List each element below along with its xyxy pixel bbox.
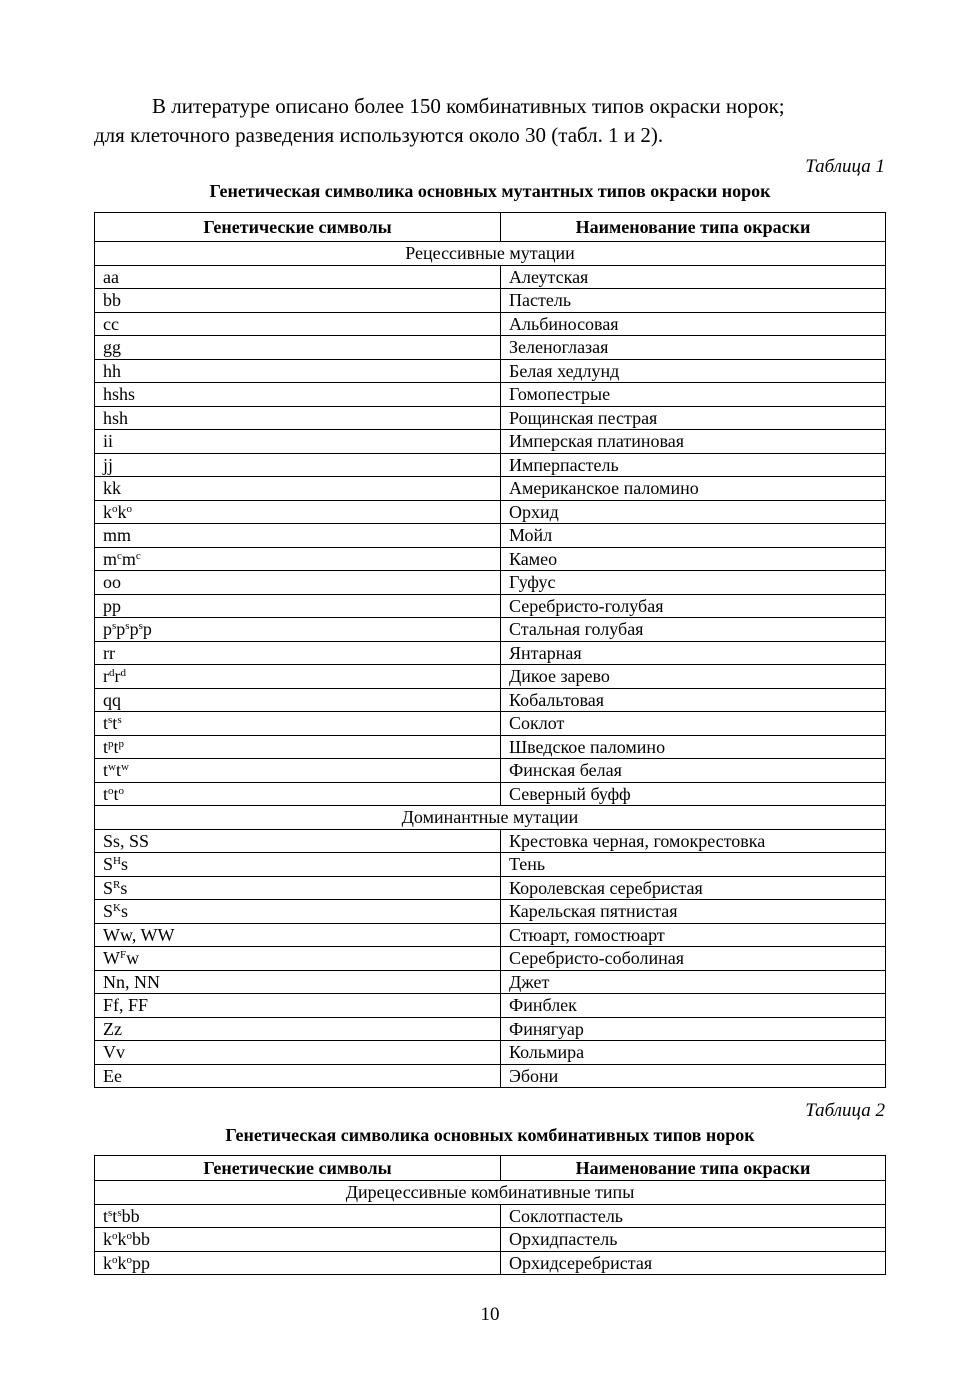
table-row: [95, 430, 886, 454]
intro-paragraph: [94, 92, 886, 150]
table-row: [95, 500, 886, 524]
color-type-name-cell: Американское паломино: [501, 477, 886, 501]
genetic-symbol-cell: Ss, SS: [95, 829, 501, 853]
color-type-name-cell: Королевская серебристая: [501, 876, 886, 900]
table-row: [95, 829, 886, 853]
table-row: [95, 1204, 886, 1228]
table-row: [95, 688, 886, 712]
genetic-symbol-cell: oo: [95, 571, 501, 595]
genetic-symbol-cell: $t^pt^p$: [95, 735, 501, 759]
section-row: [95, 242, 886, 266]
section-row: [95, 806, 886, 830]
genetic-symbol-cell: jj: [95, 453, 501, 477]
table-row: [95, 970, 886, 994]
genetic-symbol-cell: gg: [95, 336, 501, 360]
table-row: [95, 853, 886, 877]
genetic-symbol-cell: rr: [95, 641, 501, 665]
color-type-name-cell: Орхидсеребристая: [501, 1251, 886, 1275]
table1-label: Таблица 1: [805, 156, 885, 177]
genetic-symbol-cell: $k^ok^obb$: [95, 1228, 501, 1252]
table-row: [95, 665, 886, 689]
header-symbols: Генетические символы: [95, 1156, 501, 1181]
table-row: [95, 994, 886, 1018]
header-color-name: Наименование типа окраски: [501, 1156, 886, 1181]
color-type-name-cell: Имперпастель: [501, 453, 886, 477]
table-row: [95, 1251, 886, 1275]
genetic-symbol-cell: hsh: [95, 406, 501, 430]
table-row: [95, 1064, 886, 1088]
table-row: [95, 359, 886, 383]
header-symbols: Генетические символы: [95, 213, 501, 242]
color-type-name-cell: Альбиносовая: [501, 312, 886, 336]
section-title: Рецессивные мутации: [95, 242, 886, 266]
color-type-name-cell: Серебристо-соболиная: [501, 947, 886, 971]
genetic-symbol-cell: cc: [95, 312, 501, 336]
color-type-name-cell: Соклотпастель: [501, 1204, 886, 1228]
color-type-name-cell: Финягуар: [501, 1017, 886, 1041]
table2-title: Генетическая символика основных комбинативных типов норок: [225, 1125, 755, 1145]
table-row: [95, 641, 886, 665]
table-row: [95, 782, 886, 806]
table-row: [95, 594, 886, 618]
genetic-symbol-cell: kk: [95, 477, 501, 501]
table-row: [95, 383, 886, 407]
combinative-types-table: [94, 1155, 886, 1275]
color-type-name-cell: Эбони: [501, 1064, 886, 1088]
color-type-name-cell: Гуфус: [501, 571, 886, 595]
genetic-symbol-cell: $t^ot^o$: [95, 782, 501, 806]
table-row: [95, 265, 886, 289]
color-type-name-cell: Зеленоглазая: [501, 336, 886, 360]
genetic-symbol-cell: ii: [95, 430, 501, 454]
table-row: [95, 900, 886, 924]
section-row: [95, 1181, 886, 1205]
genetic-symbol-cell: $W^Fw$: [95, 947, 501, 971]
color-type-name-cell: Орхид: [501, 500, 886, 524]
genetic-symbol-cell: Nn, NN: [95, 970, 501, 994]
color-type-name-cell: Финская белая: [501, 759, 886, 783]
genetic-symbol-cell: pp: [95, 594, 501, 618]
table-row: [95, 1017, 886, 1041]
table-row: [95, 947, 886, 971]
genetic-symbol-cell: $S^Hs$: [95, 853, 501, 877]
genetic-symbol-cell: Ww, WW: [95, 923, 501, 947]
color-type-name-cell: Соклот: [501, 712, 886, 736]
genetic-symbol-cell: $r^dr^d$: [95, 665, 501, 689]
genetic-symbol-cell: qq: [95, 688, 501, 712]
intro-line-1: В литературе описано более 150 комбинативных типов окраски норок;: [152, 94, 785, 118]
table-row: [95, 1041, 886, 1065]
color-type-name-cell: Карельская пятнистая: [501, 900, 886, 924]
table2-label: Таблица 2: [805, 1100, 885, 1121]
table-row: [95, 289, 886, 313]
color-type-name-cell: Стюарт, гомостюарт: [501, 923, 886, 947]
color-type-name-cell: Джет: [501, 970, 886, 994]
table-row: [95, 923, 886, 947]
color-type-name-cell: Шведское паломино: [501, 735, 886, 759]
genetic-symbol-cell: Zz: [95, 1017, 501, 1041]
genetic-symbol-cell: $t^st^s$: [95, 712, 501, 736]
color-type-name-cell: Гомопестрые: [501, 383, 886, 407]
color-type-name-cell: Орхидпастель: [501, 1228, 886, 1252]
color-type-name-cell: Дикое зарево: [501, 665, 886, 689]
table-header-row: [95, 1156, 886, 1181]
table1-title: Генетическая символика основных мутантных типов окраски норок: [209, 181, 771, 201]
section-title: Доминантные мутации: [95, 806, 886, 830]
table-row: [95, 524, 886, 548]
section-title: Дирецессивные комбинативные типы: [95, 1181, 886, 1205]
color-type-name-cell: Белая хедлунд: [501, 359, 886, 383]
color-type-name-cell: Финблек: [501, 994, 886, 1018]
table-row: [95, 1228, 886, 1252]
genetic-symbol-cell: $p^sp^sp^sp$: [95, 618, 501, 642]
table-header-row: [95, 213, 886, 242]
genetic-symbol-cell: mm: [95, 524, 501, 548]
table-row: [95, 547, 886, 571]
genetic-symbol-cell: $k^ok^opp$: [95, 1251, 501, 1275]
color-type-name-cell: Кобальтовая: [501, 688, 886, 712]
table-row: [95, 876, 886, 900]
table-row: [95, 759, 886, 783]
table-row: [95, 712, 886, 736]
page-number: 10: [480, 1304, 500, 1325]
genetic-symbol-cell: $m^cm^c$: [95, 547, 501, 571]
table-row: [95, 618, 886, 642]
color-type-name-cell: Северный буфф: [501, 782, 886, 806]
genetic-symbol-cell: $S^Rs$: [95, 876, 501, 900]
genetic-symbol-cell: Ee: [95, 1064, 501, 1088]
color-type-name-cell: Пастель: [501, 289, 886, 313]
genetic-symbol-cell: $S^Ks$: [95, 900, 501, 924]
color-type-name-cell: Крестовка черная, гомокрестовка: [501, 829, 886, 853]
genetic-symbol-cell: $t^st^sbb$: [95, 1204, 501, 1228]
color-type-name-cell: Алеутская: [501, 265, 886, 289]
color-type-name-cell: Имперская платиновая: [501, 430, 886, 454]
table-row: [95, 477, 886, 501]
table-row: [95, 571, 886, 595]
table-row: [95, 735, 886, 759]
color-type-name-cell: Камео: [501, 547, 886, 571]
genetic-symbol-cell: hh: [95, 359, 501, 383]
genetic-symbol-cell: bb: [95, 289, 501, 313]
color-type-name-cell: Рощинская пестрая: [501, 406, 886, 430]
intro-line-2: для клеточного разведения используются около 30 (табл. 1 и 2).: [94, 123, 664, 147]
table-row: [95, 336, 886, 360]
genetic-symbol-cell: $t^wt^w$: [95, 759, 501, 783]
genetic-symbol-cell: Vv: [95, 1041, 501, 1065]
color-type-name-cell: Янтарная: [501, 641, 886, 665]
color-type-name-cell: Стальная голубая: [501, 618, 886, 642]
genetic-symbol-cell: $k^ok^o$: [95, 500, 501, 524]
mutation-types-table: [94, 212, 886, 1088]
genetic-symbol-cell: aa: [95, 265, 501, 289]
header-color-name: Наименование типа окраски: [501, 213, 886, 242]
genetic-symbol-cell: hshs: [95, 383, 501, 407]
color-type-name-cell: Серебристо-голубая: [501, 594, 886, 618]
table-row: [95, 406, 886, 430]
table-row: [95, 312, 886, 336]
table-row: [95, 453, 886, 477]
color-type-name-cell: Кольмира: [501, 1041, 886, 1065]
color-type-name-cell: Тень: [501, 853, 886, 877]
genetic-symbol-cell: Ff, FF: [95, 994, 501, 1018]
color-type-name-cell: Мойл: [501, 524, 886, 548]
